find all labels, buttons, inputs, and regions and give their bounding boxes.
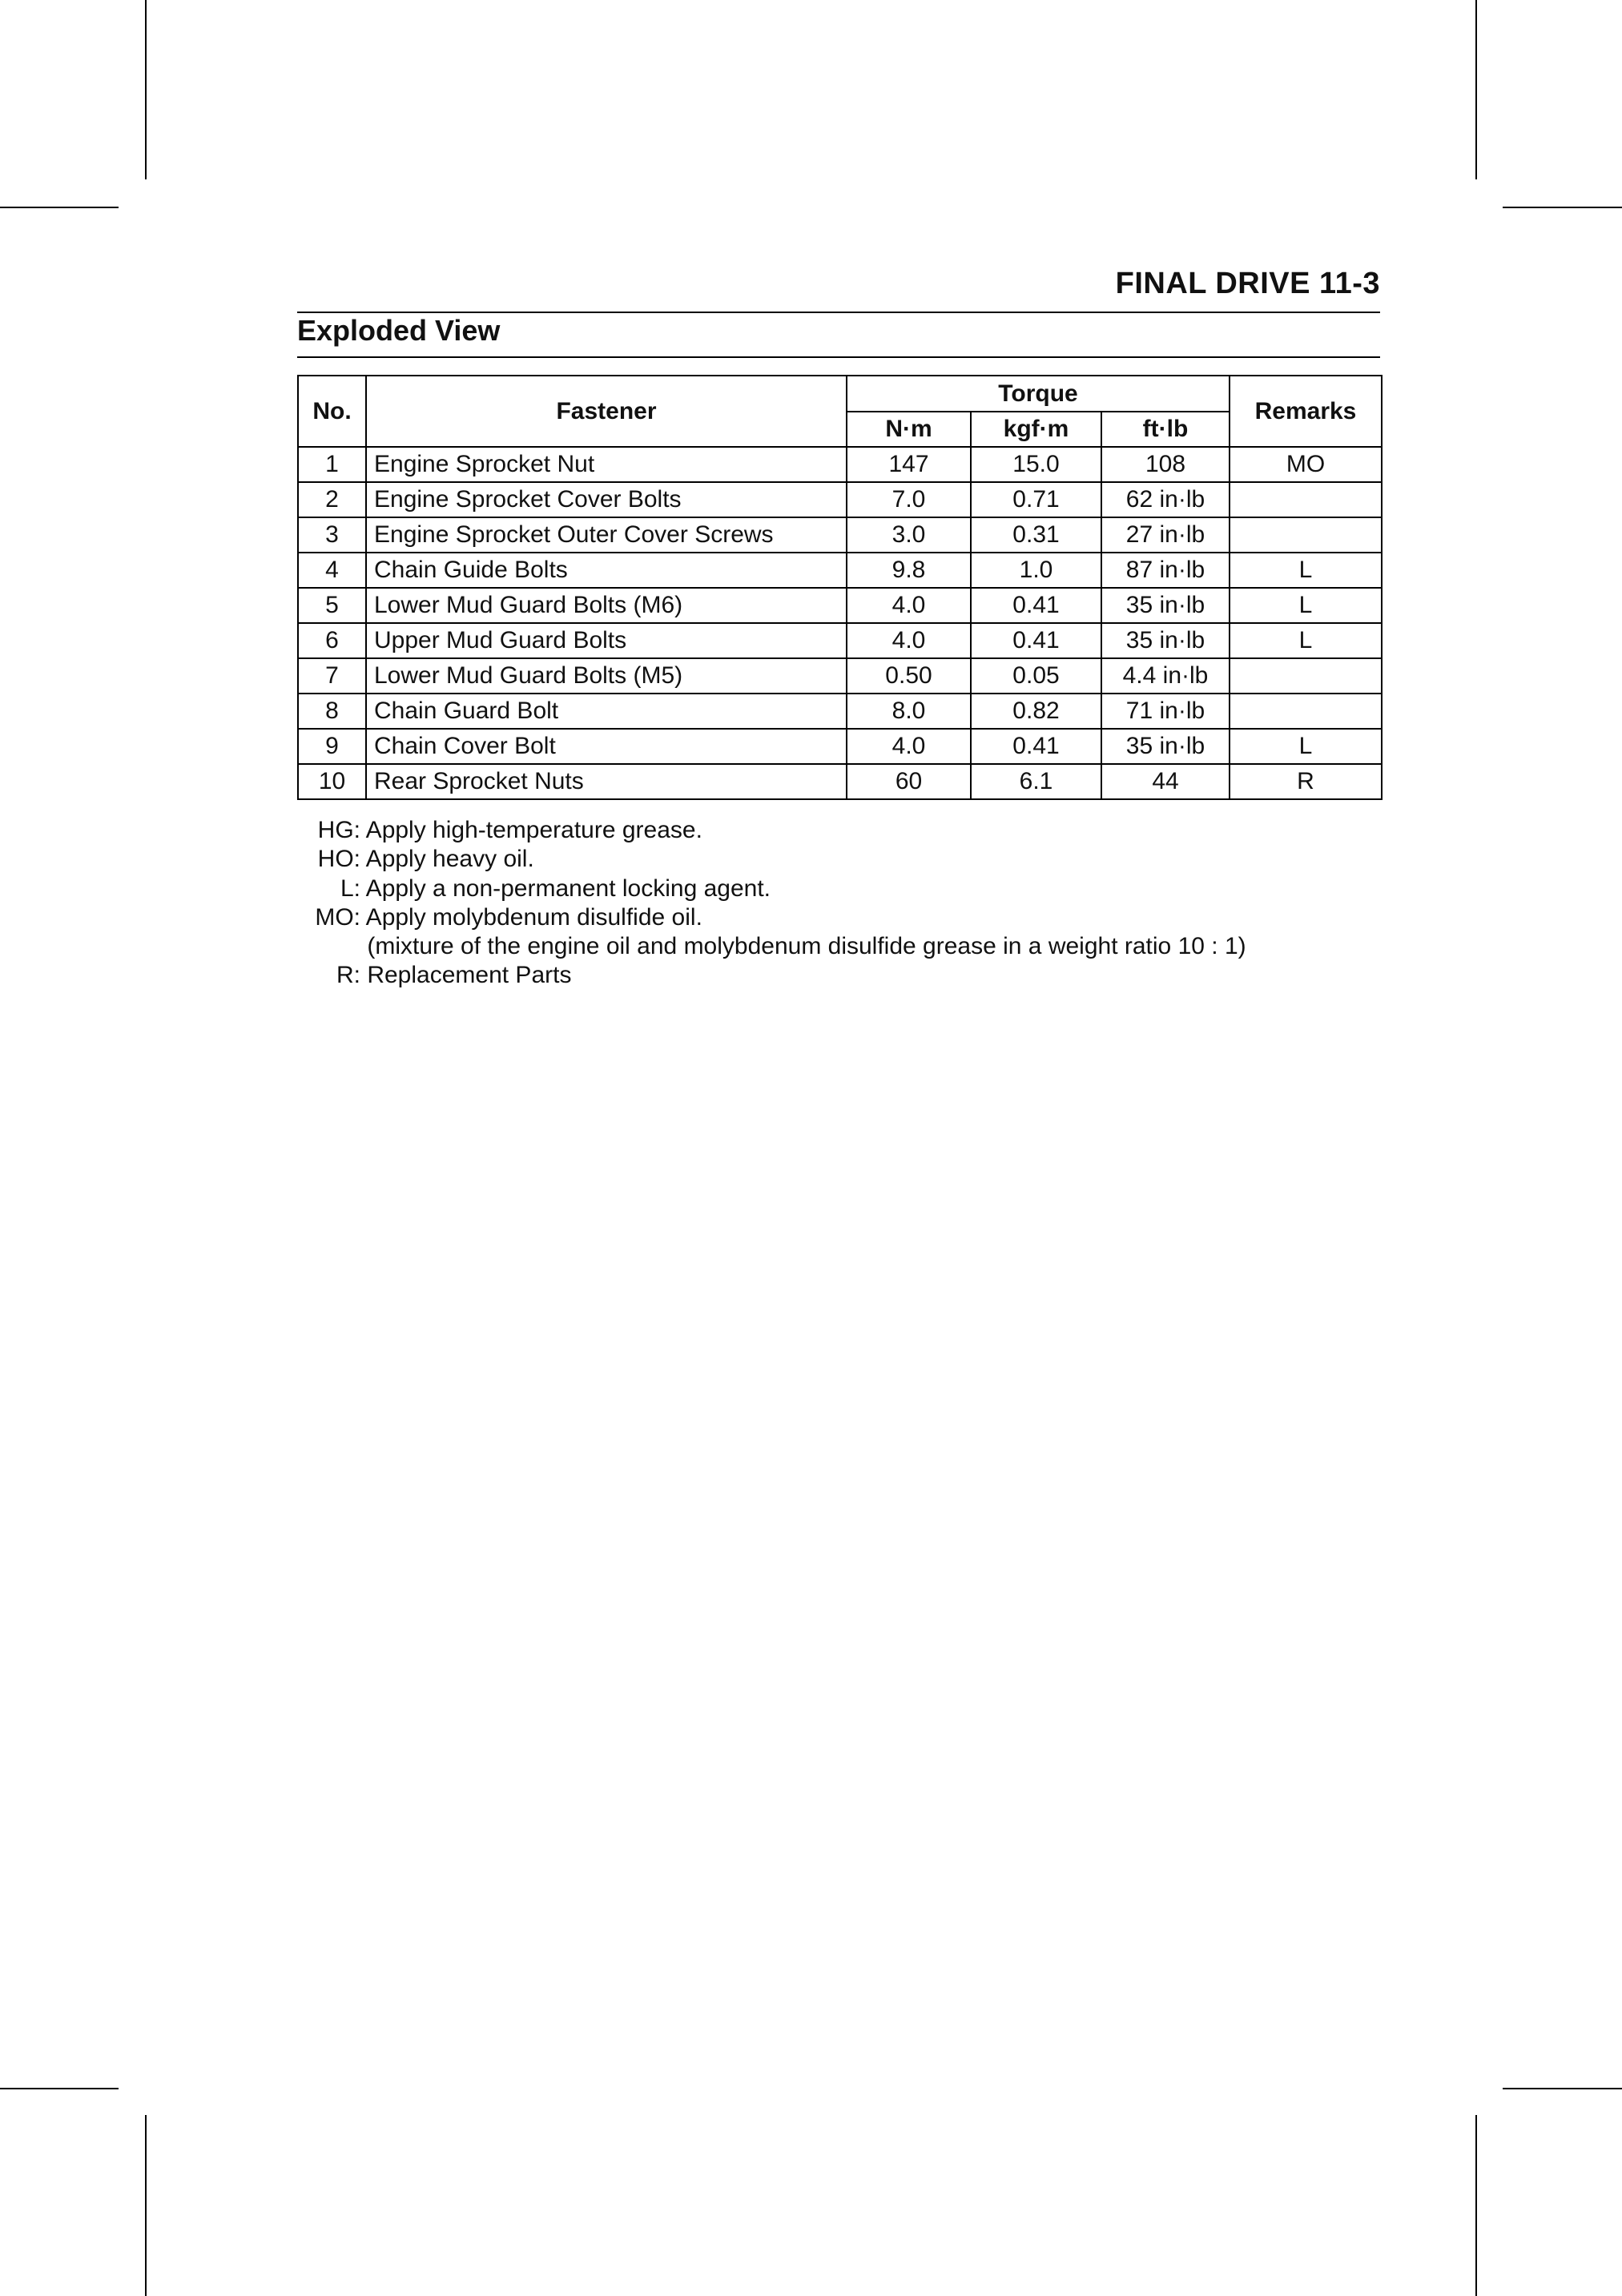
row-nm: 8.0 [847, 694, 971, 729]
row-fastener: Chain Guard Bolt [366, 694, 847, 729]
table-row [298, 588, 1382, 623]
row-kgfm: 0.82 [971, 694, 1101, 729]
row-nm: 7.0 [847, 482, 971, 517]
row-no: 4 [298, 553, 366, 588]
row-no: 3 [298, 517, 366, 553]
row-no: 2 [298, 482, 366, 517]
row-nm: 60 [847, 764, 971, 799]
page-header-title: FINAL DRIVE 11-3 [1115, 267, 1380, 300]
row-remarks [1230, 482, 1382, 517]
crop-mark-top-left-vertical [145, 0, 147, 179]
row-kgfm: 0.41 [971, 729, 1101, 764]
row-fastener: Engine Sprocket Nut [366, 447, 847, 482]
header-kgfm: kgf·m [971, 412, 1101, 447]
section-title: Exploded View [297, 314, 501, 347]
row-ftlb: 35 in·lb [1101, 729, 1230, 764]
header-remarks: Remarks [1230, 376, 1382, 447]
row-fastener: Upper Mud Guard Bolts [366, 623, 847, 658]
row-remarks: L [1230, 623, 1382, 658]
crop-mark-top-right-horizontal [1503, 207, 1622, 208]
legend-code: HO: [317, 846, 360, 873]
row-fastener: Chain Guide Bolts [366, 553, 847, 588]
row-remarks [1230, 517, 1382, 553]
legend-text: Apply heavy oil. [360, 846, 534, 873]
row-ftlb: 35 in·lb [1101, 588, 1230, 623]
legend-code: HG: [317, 817, 360, 843]
row-kgfm: 6.1 [971, 764, 1101, 799]
legend-text: Apply a non-permanent locking agent. [360, 875, 771, 902]
row-no: 9 [298, 729, 366, 764]
crop-mark-top-right-vertical [1475, 0, 1477, 179]
legend-text: Replacement Parts [360, 962, 572, 989]
row-nm: 147 [847, 447, 971, 482]
table-row [298, 694, 1382, 729]
header-torque: Torque [847, 376, 1230, 412]
crop-mark-bottom-left-horizontal [0, 2088, 119, 2089]
table-row [298, 623, 1382, 658]
table-row [298, 729, 1382, 764]
row-nm: 4.0 [847, 729, 971, 764]
legend-code: MO: [315, 903, 360, 931]
row-kgfm: 0.71 [971, 482, 1101, 517]
legend-item-continuation [297, 932, 1246, 961]
legend-code: R: [336, 962, 360, 989]
row-ftlb: 44 [1101, 764, 1230, 799]
remarks-legend [297, 816, 1246, 991]
row-ftlb: 71 in·lb [1101, 694, 1230, 729]
legend-code: L: [340, 875, 360, 902]
row-no: 1 [298, 447, 366, 482]
row-remarks: L [1230, 553, 1382, 588]
row-remarks: L [1230, 729, 1382, 764]
row-kgfm: 0.41 [971, 623, 1101, 658]
row-nm: 9.8 [847, 553, 971, 588]
row-remarks: L [1230, 588, 1382, 623]
header-nm: N·m [847, 412, 971, 447]
row-ftlb: 27 in·lb [1101, 517, 1230, 553]
row-no: 5 [298, 588, 366, 623]
row-nm: 3.0 [847, 517, 971, 553]
legend-item [297, 875, 1246, 903]
row-no: 6 [298, 623, 366, 658]
header-no: No. [298, 376, 366, 447]
table-row [298, 658, 1382, 694]
table-row [298, 447, 1382, 482]
row-nm: 0.50 [847, 658, 971, 694]
legend-text: (mixture of the engine oil and molybdenum disulfide grease in a weight ratio 10 : 1) [360, 933, 1246, 960]
row-ftlb: 108 [1101, 447, 1230, 482]
section-rule [297, 356, 1380, 358]
legend-item [297, 816, 1246, 845]
torque-table [297, 375, 1383, 800]
row-no: 10 [298, 764, 366, 799]
row-kgfm: 0.05 [971, 658, 1101, 694]
header-rule [297, 312, 1380, 313]
row-kgfm: 0.41 [971, 588, 1101, 623]
row-fastener: Chain Cover Bolt [366, 729, 847, 764]
crop-mark-top-left-horizontal [0, 207, 119, 208]
crop-mark-bottom-left-vertical [145, 2115, 147, 2296]
row-fastener: Engine Sprocket Outer Cover Screws [366, 517, 847, 553]
legend-code [297, 932, 360, 961]
row-ftlb: 35 in·lb [1101, 623, 1230, 658]
row-no: 7 [298, 658, 366, 694]
table-row [298, 482, 1382, 517]
header-ftlb: ft·lb [1101, 412, 1230, 447]
header-fastener: Fastener [366, 376, 847, 447]
row-ftlb: 87 in·lb [1101, 553, 1230, 588]
crop-mark-bottom-right-vertical [1475, 2115, 1477, 2296]
crop-mark-bottom-right-horizontal [1503, 2088, 1622, 2089]
row-fastener: Rear Sprocket Nuts [366, 764, 847, 799]
row-no: 8 [298, 694, 366, 729]
table-row [298, 764, 1382, 799]
row-remarks: MO [1230, 447, 1382, 482]
row-kgfm: 15.0 [971, 447, 1101, 482]
legend-item [297, 903, 1246, 932]
table-row [298, 517, 1382, 553]
legend-text: Apply molybdenum disulfide oil. [360, 903, 702, 931]
legend-item [297, 845, 1246, 874]
legend-item [297, 961, 1246, 990]
row-fastener: Lower Mud Guard Bolts (M6) [366, 588, 847, 623]
row-fastener: Engine Sprocket Cover Bolts [366, 482, 847, 517]
row-kgfm: 0.31 [971, 517, 1101, 553]
row-ftlb: 4.4 in·lb [1101, 658, 1230, 694]
row-remarks [1230, 694, 1382, 729]
row-nm: 4.0 [847, 623, 971, 658]
row-remarks [1230, 658, 1382, 694]
row-kgfm: 1.0 [971, 553, 1101, 588]
row-nm: 4.0 [847, 588, 971, 623]
legend-text: Apply high-temperature grease. [360, 817, 702, 843]
row-fastener: Lower Mud Guard Bolts (M5) [366, 658, 847, 694]
row-remarks: R [1230, 764, 1382, 799]
table-row [298, 553, 1382, 588]
row-ftlb: 62 in·lb [1101, 482, 1230, 517]
